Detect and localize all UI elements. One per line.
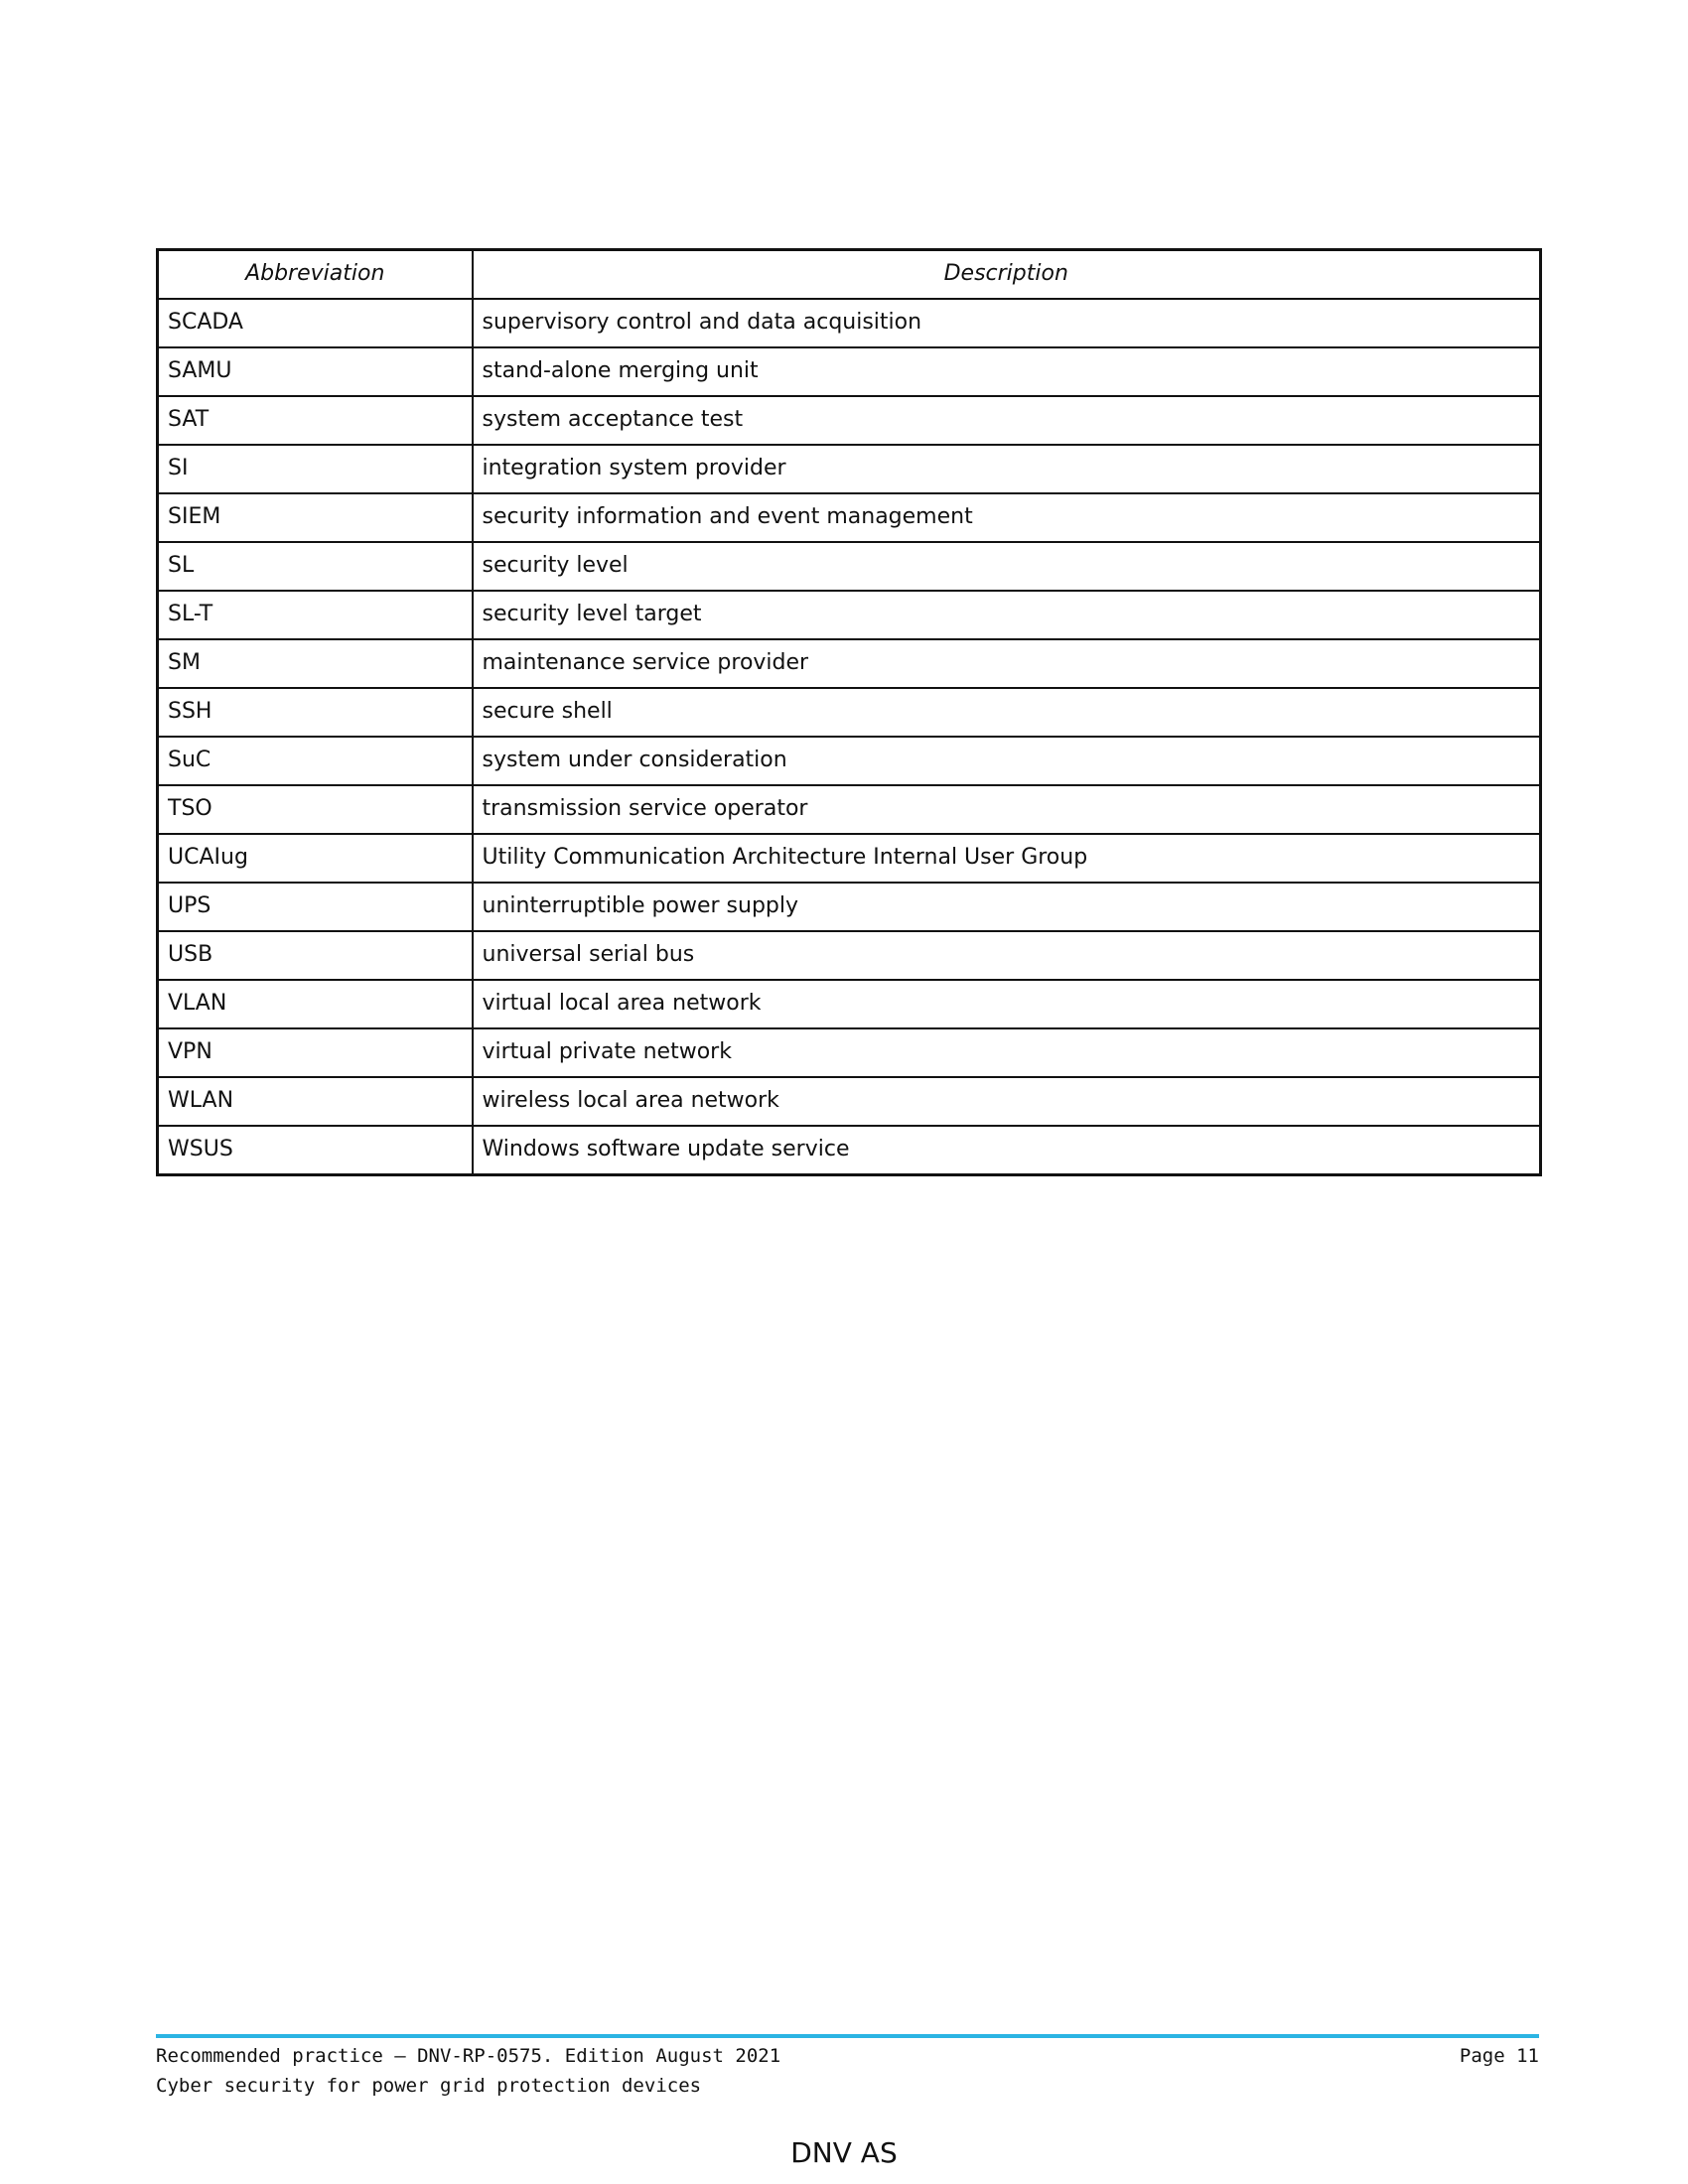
- abbreviation-cell: UCAIug: [158, 834, 473, 883]
- table-row: [158, 883, 1541, 931]
- description-cell: wireless local area network: [473, 1077, 1541, 1126]
- description-cell: system acceptance test: [473, 396, 1541, 445]
- abbreviation-cell: VLAN: [158, 980, 473, 1028]
- table-row: [158, 591, 1541, 639]
- table-row: [158, 834, 1541, 883]
- abbreviation-cell: SCADA: [158, 299, 473, 347]
- abbreviation-cell: SIEM: [158, 493, 473, 542]
- description-cell: Windows software update service: [473, 1126, 1541, 1175]
- company-name: DNV AS: [790, 2136, 898, 2169]
- table-row: [158, 980, 1541, 1028]
- header-abbreviation: Abbreviation: [158, 250, 473, 300]
- table-row: [158, 785, 1541, 834]
- description-cell: Utility Communication Architecture Internal User Group: [473, 834, 1541, 883]
- description-cell: virtual private network: [473, 1028, 1541, 1077]
- description-cell: secure shell: [473, 688, 1541, 737]
- table-row: [158, 347, 1541, 396]
- description-cell: stand-alone merging unit: [473, 347, 1541, 396]
- description-cell: virtual local area network: [473, 980, 1541, 1028]
- table-row: [158, 493, 1541, 542]
- table-row: [158, 542, 1541, 591]
- table-row: [158, 1126, 1541, 1175]
- abbreviation-cell: SL: [158, 542, 473, 591]
- description-cell: system under consideration: [473, 737, 1541, 785]
- abbreviation-cell: USB: [158, 931, 473, 980]
- table-row: [158, 1028, 1541, 1077]
- abbreviation-cell: SM: [158, 639, 473, 688]
- table-body: [158, 299, 1541, 1175]
- footer-document-title: Cyber security for power grid protection devices: [156, 2075, 702, 2097]
- abbreviation-cell: UPS: [158, 883, 473, 931]
- table-row: [158, 639, 1541, 688]
- table-row: [158, 396, 1541, 445]
- description-cell: integration system provider: [473, 445, 1541, 493]
- description-cell: security information and event management: [473, 493, 1541, 542]
- abbreviation-cell: SuC: [158, 737, 473, 785]
- table-row: [158, 299, 1541, 347]
- description-cell: security level target: [473, 591, 1541, 639]
- abbreviation-cell: TSO: [158, 785, 473, 834]
- footer-page-number: Page 11: [1459, 2045, 1539, 2067]
- abbreviation-table: [156, 248, 1542, 1176]
- abbreviation-cell: SAMU: [158, 347, 473, 396]
- description-cell: universal serial bus: [473, 931, 1541, 980]
- table-row: [158, 737, 1541, 785]
- abbreviation-cell: VPN: [158, 1028, 473, 1077]
- description-cell: maintenance service provider: [473, 639, 1541, 688]
- abbreviation-cell: SAT: [158, 396, 473, 445]
- description-cell: uninterruptible power supply: [473, 883, 1541, 931]
- footer-divider: [156, 2034, 1539, 2038]
- table-header-row: [158, 250, 1541, 300]
- abbreviation-cell: WSUS: [158, 1126, 473, 1175]
- table-row: [158, 445, 1541, 493]
- table-row: [158, 688, 1541, 737]
- header-description: Description: [473, 250, 1541, 300]
- abbreviation-cell: WLAN: [158, 1077, 473, 1126]
- footer-document-reference: Recommended practice — DNV-RP-0575. Edition August 2021: [156, 2045, 781, 2067]
- table-row: [158, 1077, 1541, 1126]
- description-cell: transmission service operator: [473, 785, 1541, 834]
- abbreviation-cell: SSH: [158, 688, 473, 737]
- abbreviation-cell: SL-T: [158, 591, 473, 639]
- description-cell: security level: [473, 542, 1541, 591]
- table-row: [158, 931, 1541, 980]
- description-cell: supervisory control and data acquisition: [473, 299, 1541, 347]
- abbreviation-cell: SI: [158, 445, 473, 493]
